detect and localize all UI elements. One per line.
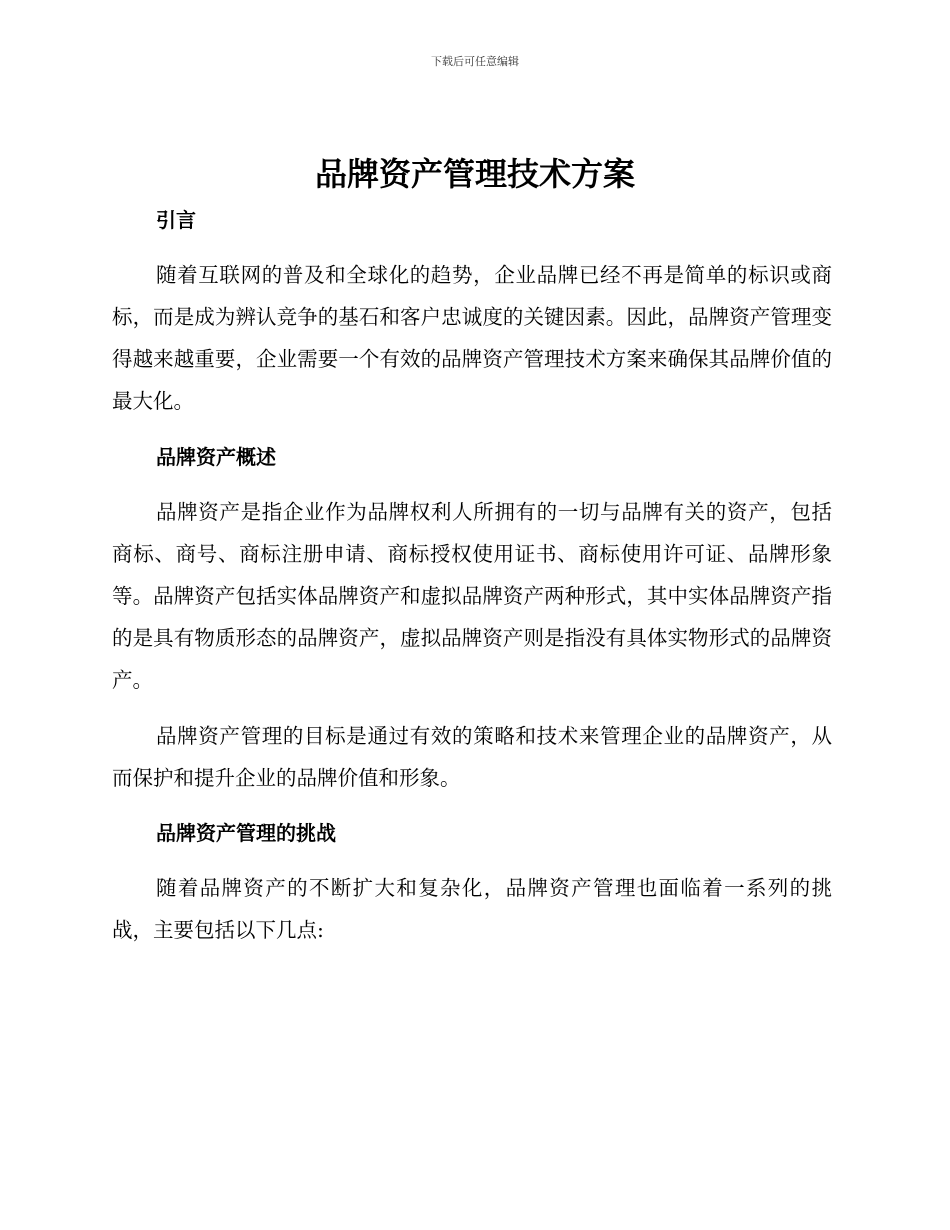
paragraph-challenges: 随着品牌资产的不断扩大和复杂化，品牌资产管理也面临着一系列的挑战，主要包括以下几点: [112,876,832,942]
paragraph-overview-2: 品牌资产管理的目标是通过有效的策略和技术来管理企业的品牌资产，从而保护和提升企业的品牌价值和形象。 [112,724,832,790]
section-heading-challenges: 品牌资产管理的挑战 [156,821,336,845]
header-note: 下载后可任意编辑 [431,55,519,68]
paragraph-intro: 随着互联网的普及和全球化的趋势，企业品牌已经不再是简单的标识或商标，而是成为辨认竞争的基石和客户忠诚度的关键因素。因此，品牌资产管理变得越来越重要，企业需要一个有效的品牌资产管理技术方案来确保其品牌价值的最大化。 [112,263,832,413]
section-heading-overview: 品牌资产概述 [156,445,276,469]
document-title: 品牌资产管理技术方案 [314,155,635,193]
paragraph-overview-1: 品牌资产是指企业作为品牌权利人所拥有的一切与品牌有关的资产，包括商标、商号、商标注册申请、商标授权使用证书、商标使用许可证、品牌形象等。品牌资产包括实体品牌资产和虚拟品牌资产两种形式，其中实体品牌资产指的是具有物质形态的品牌资产，虚拟品牌资产则是指没有具体实物形式的品牌资产。 [112,500,832,692]
section-heading-intro: 引言 [156,208,196,232]
